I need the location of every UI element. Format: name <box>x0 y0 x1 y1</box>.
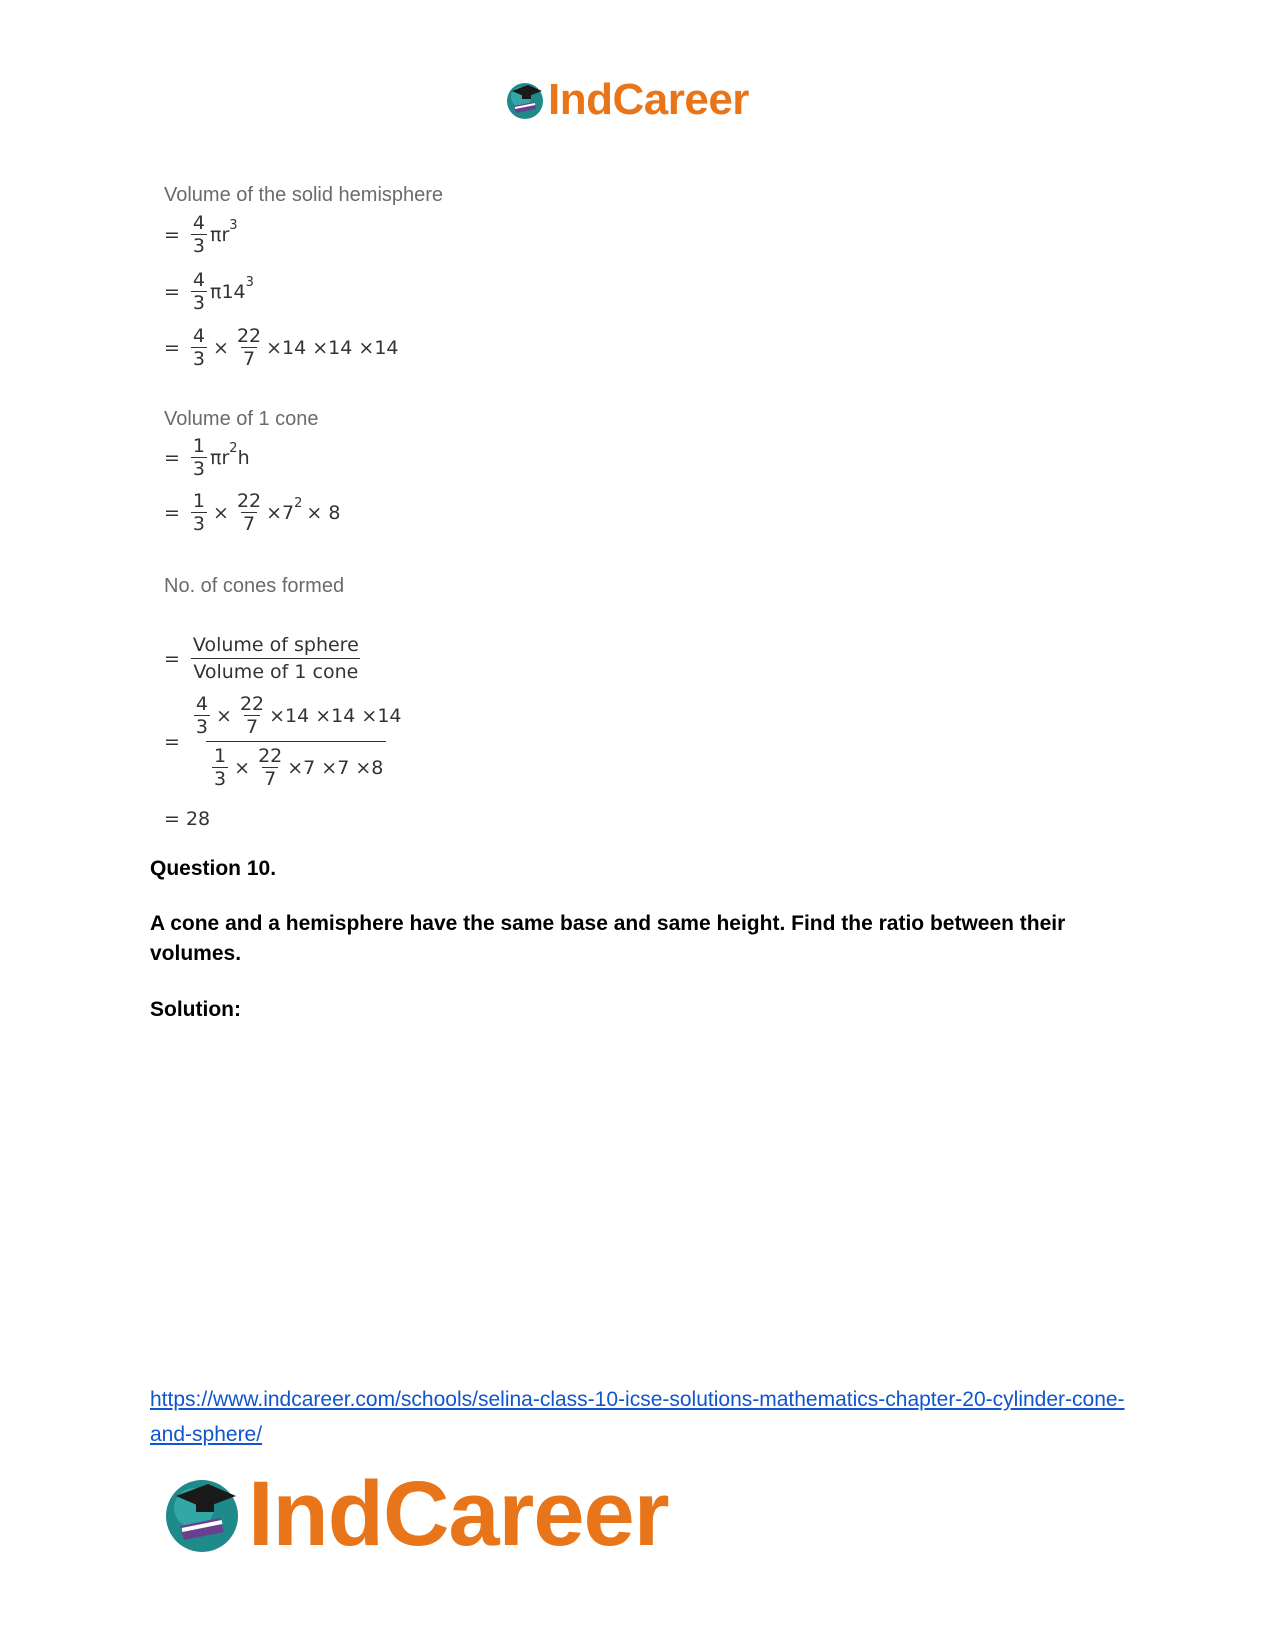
fraction: $\frac{4}{3}$ <box>192 325 206 370</box>
fraction: $\frac{1}{3}$ <box>192 490 206 535</box>
fraction: $\frac{22}{7}$ <box>236 490 262 535</box>
compound-fraction <box>188 693 405 790</box>
fraction: $\frac{4}{3}$ <box>192 269 206 314</box>
cones-formed-label: No. of cones formed <box>164 575 345 597</box>
question-text: A cone and a hemisphere have the same base and same height. Find the ratio between their volumes. <box>150 912 1066 965</box>
hemisphere-substitution-line: = $\frac{4}{3}$ π14 3 <box>164 269 254 314</box>
fraction: $\frac{\text{Volume of sphere}}{\text{Volume of 1 cone}}$ <box>192 634 359 683</box>
cone-substitution-line: = $\frac{1}{3}$ × $\frac{22}{7}$ ×7 2 × 8 <box>164 490 341 535</box>
graduation-cap-globe-icon <box>504 79 546 121</box>
footer-logo <box>160 1463 669 1565</box>
compound-fraction-denominator: $\frac{1}{3}$ × $\frac{22}{7}$ ×7 ×7 ×8 <box>206 741 386 790</box>
fraction: $\frac{22}{7}$ <box>236 325 262 370</box>
graduation-cap-globe-icon <box>160 1472 244 1556</box>
hemisphere-expanded-line: = $\frac{4}{3}$ × $\frac{22}{7}$ ×14 ×14 ×14 <box>164 325 399 370</box>
hemisphere-formula-line: = $\frac{4}{3}$ πr 3 <box>164 212 238 257</box>
fraction: $\frac{4}{3}$ <box>192 212 206 257</box>
brand-name: IndCareer <box>248 1463 669 1565</box>
source-url-link[interactable]: https://www.indcareer.com/schools/selina-class-10-icse-solutions-mathematics-chapter-20-cylinder-cone-and-sphere/ <box>150 1388 1125 1446</box>
compound-fraction-numerator: $\frac{4}{3}$ × $\frac{22}{7}$ ×14 ×14 ×14 <box>195 693 402 738</box>
ratio-result: = 28 <box>164 808 211 830</box>
brand-name: IndCareer <box>548 75 749 124</box>
cone-formula-line: = $\frac{1}{3}$ πr 2 h <box>164 435 250 480</box>
ratio-expanded-line: = $\frac{4}{3}$ × $\frac{22}{7}$ ×14 ×14 ×14 $\frac{1}{3}$ × $\frac{22}{7}$ ×7 ×7 ×8 <box>164 693 405 790</box>
header-logo <box>504 75 749 124</box>
question-title: Question 10. <box>150 857 277 880</box>
ratio-words-line: = $\frac{\text{Volume of sphere}}{\text{Volume of 1 cone}}$ <box>164 634 359 683</box>
hemisphere-volume-label: Volume of the solid hemisphere <box>164 184 444 206</box>
fraction: $\frac{1}{3}$ <box>192 435 206 480</box>
cone-volume-label: Volume of 1 cone <box>164 408 319 430</box>
solution-label: Solution: <box>150 998 241 1021</box>
